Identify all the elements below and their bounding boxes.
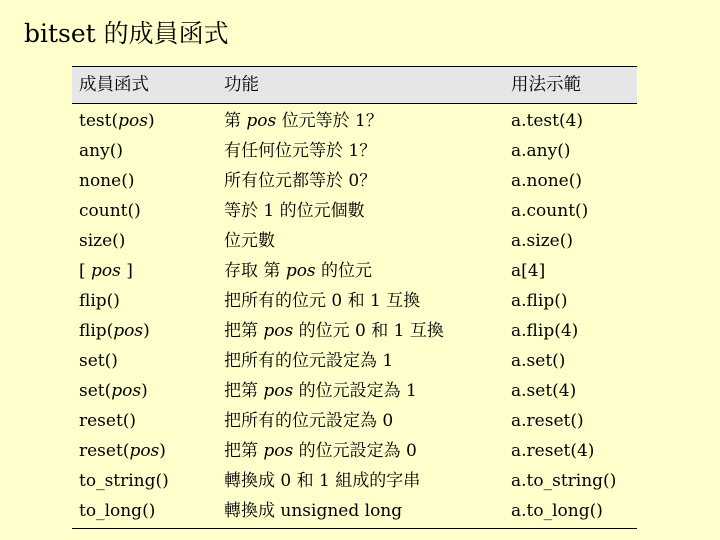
feature-cell-part: pos [263, 441, 294, 461]
table-bottom-rule [72, 528, 637, 529]
function-cell-part: count() [79, 201, 141, 221]
function-cell-part: ) [141, 381, 148, 401]
function-cell-part: ) [159, 441, 166, 461]
feature-cell-part: 把所有的位元設定為 1 [224, 351, 394, 371]
table-row [72, 166, 637, 196]
function-cell-part: pos [129, 441, 160, 461]
example-cell: a.to_long() [511, 501, 603, 521]
feature-cell [224, 376, 417, 406]
function-cell-part: flip() [79, 291, 120, 311]
member-function-table [72, 66, 637, 529]
table-body [72, 106, 637, 526]
feature-cell-part: pos [285, 261, 316, 281]
feature-cell-part: 把所有的位元 0 和 1 互換 [224, 291, 421, 311]
function-cell-part: [ [79, 261, 92, 281]
example-cell: a[4] [511, 261, 546, 281]
feature-cell [224, 436, 417, 466]
function-cell-part: reset() [79, 411, 137, 431]
function-cell [79, 436, 166, 466]
example-cell: a.reset(4) [511, 441, 595, 461]
example-cell: a.flip(4) [511, 321, 579, 341]
feature-cell [224, 316, 444, 346]
feature-cell [224, 406, 393, 436]
example-cell: a.count() [511, 201, 589, 221]
table-row [72, 106, 637, 136]
example-cell: a.to_string() [511, 471, 617, 491]
example-cell: a.reset() [511, 411, 584, 431]
function-cell [79, 256, 133, 286]
feature-cell-part: 把第 [224, 381, 264, 401]
function-cell [79, 496, 155, 526]
function-cell [79, 106, 155, 136]
feature-cell-part: 把第 [224, 321, 264, 341]
example-cell: a.test(4) [511, 111, 584, 131]
table-row [72, 346, 637, 376]
function-cell-part: to_long() [79, 501, 156, 521]
example-cell: a.any() [511, 141, 571, 161]
function-cell-part: test( [79, 111, 119, 131]
function-cell [79, 196, 141, 226]
table-row [72, 466, 637, 496]
table-row [72, 256, 637, 286]
example-cell: a.size() [511, 231, 573, 251]
header-feature: 功能 [224, 75, 259, 95]
feature-cell-part: pos [246, 111, 277, 131]
feature-cell-part: 的位元 [315, 261, 373, 281]
feature-cell [224, 226, 275, 256]
feature-cell-part: 的位元設定為 0 [293, 441, 417, 461]
function-cell-part: pos [91, 261, 121, 281]
table-row [72, 286, 637, 316]
function-cell [79, 286, 120, 316]
function-cell [79, 406, 136, 436]
feature-cell-part: 存取 第 [224, 261, 286, 281]
table-row [72, 376, 637, 406]
function-cell-part: any() [79, 141, 123, 161]
function-cell [79, 226, 125, 256]
feature-cell [224, 106, 383, 136]
table-row [72, 316, 637, 346]
example-cell: a.set(4) [511, 381, 577, 401]
function-cell [79, 346, 118, 376]
function-cell-part: set( [79, 381, 112, 401]
function-cell-part: set() [79, 351, 118, 371]
feature-cell-part: 的位元 0 和 1 互換 [293, 321, 444, 341]
table-row [72, 496, 637, 526]
function-cell-part: none() [79, 171, 135, 191]
header-function: 成員函式 [79, 75, 149, 95]
feature-cell [224, 166, 376, 196]
feature-cell [224, 346, 393, 376]
function-cell-part: reset( [79, 441, 130, 461]
feature-cell [224, 286, 420, 316]
feature-cell-part: 轉換成 0 和 1 組成的字串 [224, 471, 421, 491]
function-cell-part: ) [147, 111, 155, 131]
function-cell [79, 376, 148, 406]
function-cell-part: ) [143, 321, 150, 341]
table-header [72, 66, 637, 104]
feature-cell-part: 把第 [224, 441, 264, 461]
feature-cell [224, 136, 376, 166]
table-row [72, 196, 637, 226]
feature-cell-part: 位元數 [224, 231, 275, 251]
feature-cell [224, 496, 402, 526]
feature-cell-part: pos [263, 381, 294, 401]
feature-cell-part: 有任何位元等於 1？ [224, 141, 377, 161]
feature-cell [224, 466, 420, 496]
table-row [72, 226, 637, 256]
function-cell-part: pos [111, 381, 142, 401]
example-cell: a.flip() [511, 291, 568, 311]
feature-cell-part: 位元等於 1？ [276, 111, 383, 131]
function-cell-part: pos [113, 321, 144, 341]
function-cell [79, 136, 123, 166]
feature-cell-part: 第 [224, 111, 247, 131]
feature-cell-part: 把所有的位元設定為 0 [224, 411, 394, 431]
feature-cell [224, 196, 365, 226]
header-example: 用法示範 [511, 75, 581, 95]
function-cell [79, 316, 150, 346]
feature-cell-part: 等於 1 的位元個數 [224, 201, 365, 221]
feature-cell [224, 256, 372, 286]
function-cell [79, 166, 134, 196]
table-row [72, 436, 637, 466]
function-cell-part: pos [118, 111, 148, 131]
feature-cell-part: 所有位元都等於 0？ [224, 171, 377, 191]
function-cell-part: size() [79, 231, 126, 251]
function-cell-part: ] [120, 261, 133, 281]
function-cell-part: flip( [79, 321, 114, 341]
function-cell-part: to_string() [79, 471, 169, 491]
page-title: bitset 的成員函式 [24, 19, 229, 48]
example-cell: a.none() [511, 171, 582, 191]
feature-cell-part: 轉換成 unsigned long [224, 501, 403, 521]
feature-cell-part: pos [263, 321, 294, 341]
example-cell: a.set() [511, 351, 566, 371]
feature-cell-part: 的位元設定為 1 [293, 381, 417, 401]
table-row [72, 136, 637, 166]
function-cell [79, 466, 169, 496]
table-row [72, 406, 637, 436]
